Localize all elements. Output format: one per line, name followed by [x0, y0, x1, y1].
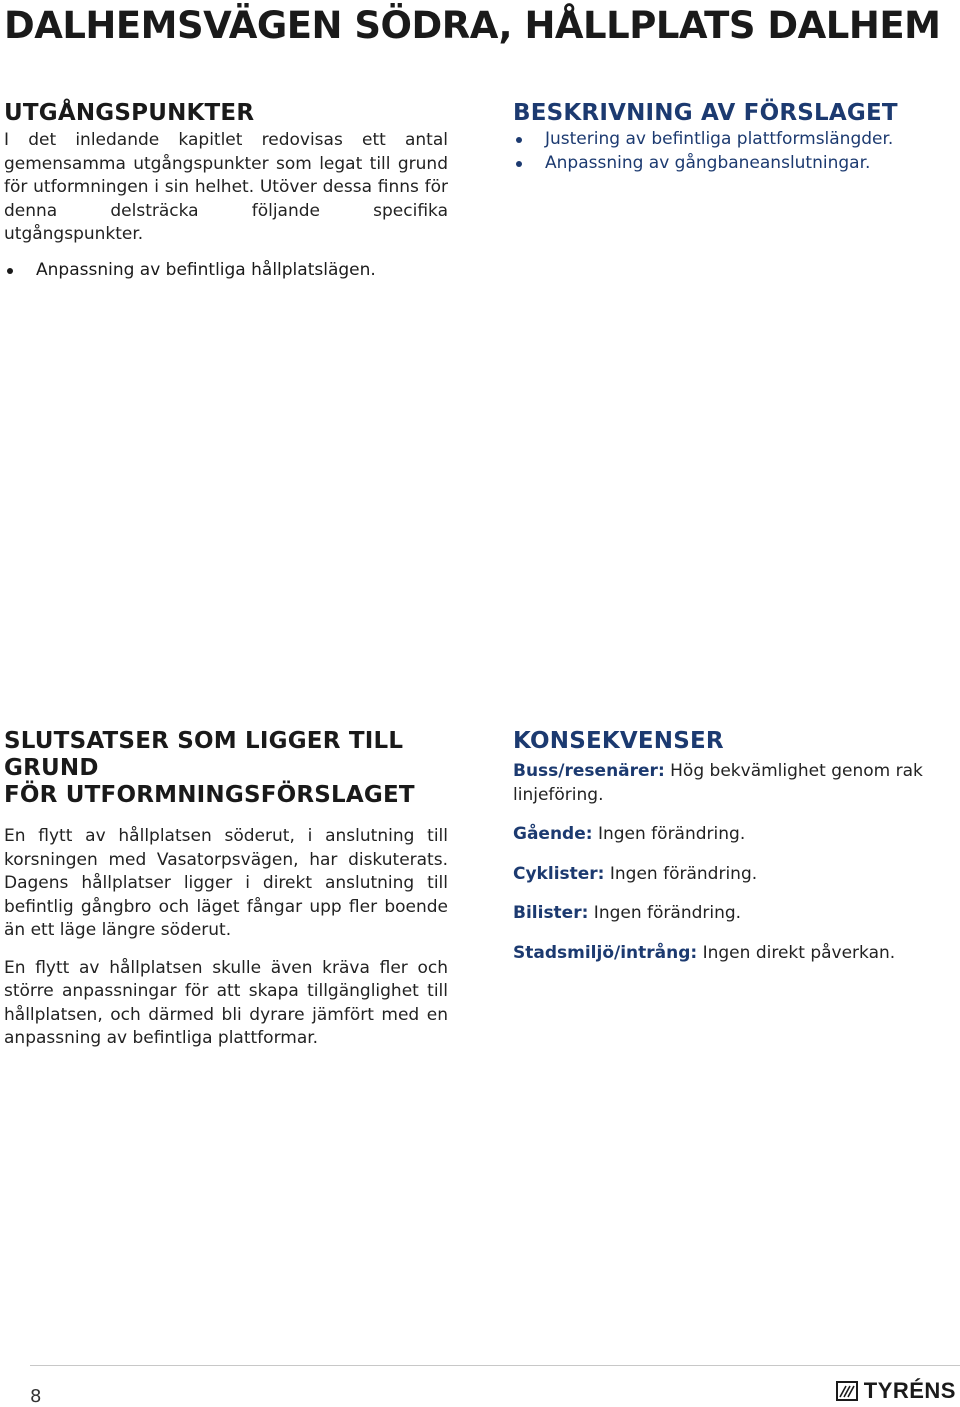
konsekvens-item [513, 942, 957, 966]
konsekvens-key: Gående: [513, 824, 593, 844]
konsekvens-key: Stadsmiljö/intrång: [513, 942, 698, 963]
bullet-dot-icon [516, 137, 522, 143]
beskrivning-heading: BESKRIVNING AV FÖRSLAGET [513, 100, 898, 126]
page-number: 8 [30, 1386, 42, 1407]
slutsatser-heading-line1: SLUTSATSER SOM LIGGER TILL GRUND [4, 728, 404, 781]
bullet-dot-icon [7, 268, 13, 274]
bullet-text: Anpassning av befintliga hållplatslägen. [36, 259, 376, 280]
section-utgangspunkter [4, 100, 448, 282]
konsekvens-item [513, 902, 957, 926]
konsekvens-value: Ingen förändring. [604, 863, 758, 884]
konsekvens-key: Cyklister: [513, 863, 605, 884]
bullet-dot-icon [516, 161, 522, 167]
konsekvens-key: Bilister: [513, 903, 589, 923]
slutsatser-heading [4, 728, 448, 809]
footer-divider [30, 1365, 960, 1366]
beskrivning-bullet-list [513, 128, 957, 175]
slutsatser-paragraph-1: En flytt av hållplatsen söderut, i anslutning till korsningen med Vasatorpsvägen, har diskuterats. Dagens hållplatser ligger i direkt anslutning till befintlig gångbro och läget fångar upp fler boende än ett läge längre söderut. [4, 826, 448, 940]
konsekvens-value: Ingen direkt påverkan. [697, 942, 896, 963]
section-beskrivning [513, 100, 957, 175]
konsekvenser-heading: KONSEKVENSER [513, 728, 724, 754]
konsekvens-item [513, 823, 957, 847]
slutsatser-heading-line2: FÖR UTFORMNINGSFÖRSLAGET [4, 782, 415, 808]
bullet-text: Anpassning av gångbaneanslutningar. [545, 152, 871, 173]
utgangspunkter-bullet-list [4, 259, 448, 283]
section-konsekvenser [513, 728, 957, 981]
section-slutsatser [4, 728, 448, 1051]
page-title: DALHEMSVÄGEN SÖDRA, HÅLLPLATS DALHEM [4, 4, 941, 47]
logo-text: TYRÉNS [863, 1378, 956, 1403]
konsekvens-key: Buss/resenärer: [513, 761, 665, 781]
konsekvens-item [513, 863, 957, 887]
konsekvens-value: Hög bekvämlighet genom rak linjeföring. [513, 761, 923, 805]
konsekvens-value: Ingen förändring. [592, 824, 746, 844]
konsekvens-value: Ingen förändring. [588, 903, 742, 923]
konsekvenser-list [513, 760, 957, 965]
tyrens-logo [836, 1378, 956, 1404]
utgangspunkter-heading: UTGÅNGSPUNKTER [4, 100, 255, 126]
utgangspunkter-body: I det inledande kapitlet redovisas ett antal gemensamma utgångspunkter som legat till grund för utformningen i sin helhet. Utöver dessa finns för denna delsträcka följande specifika utgångspunkter. [4, 130, 448, 244]
bullet-item [513, 152, 957, 176]
slutsatser-paragraph-2: En flytt av hållplatsen skulle även kräva fler och större anpassningar för att skapa tillgänglighet till hållplatsen, och därmed bli dyrare jämfört med en anpassning av befintliga plattformar. [4, 957, 448, 1048]
konsekvens-item [513, 760, 957, 807]
bullet-item [513, 128, 957, 152]
tyrens-logo-icon [836, 1381, 858, 1401]
bullet-text: Justering av befintliga plattformslängder. [545, 129, 894, 149]
bullet-item [4, 259, 448, 283]
